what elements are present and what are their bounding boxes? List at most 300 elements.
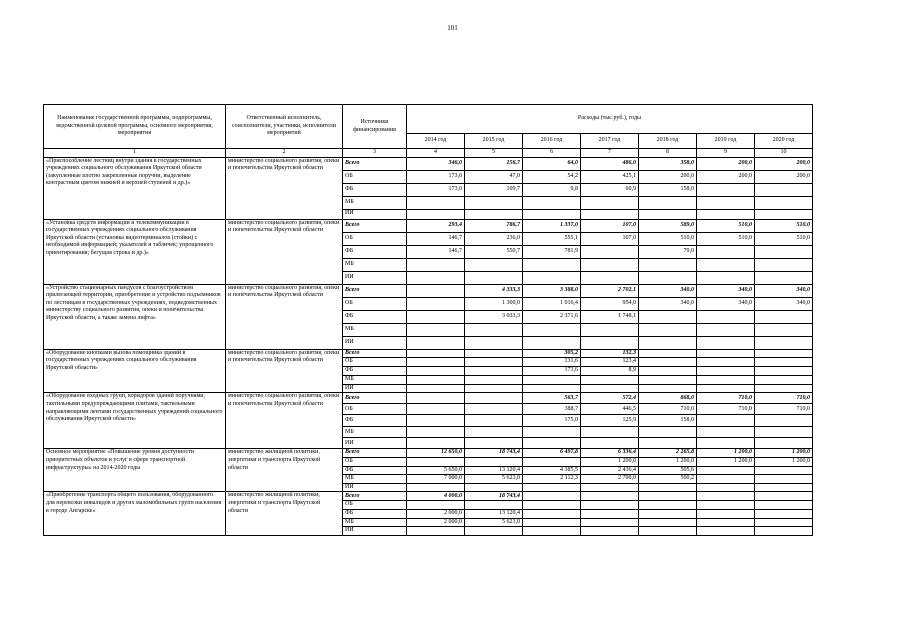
amount-cell — [639, 349, 697, 358]
amount-cell — [755, 509, 813, 518]
responsible-executor: министерство социального развития, опеки и попечительства Иркутской области — [226, 157, 343, 219]
amount-cell: 200,0 — [697, 157, 755, 170]
amount-cell — [639, 271, 697, 284]
amount-cell — [755, 183, 813, 196]
amount-cell: 340,0 — [639, 284, 697, 297]
page-number: 101 — [447, 24, 458, 32]
header-expenses: Расходы (тыс.руб.), годы — [407, 105, 813, 134]
amount-cell — [697, 518, 755, 527]
column-number: 7 — [581, 149, 639, 158]
amount-cell — [639, 492, 697, 501]
amount-cell — [465, 415, 523, 427]
amount-cell — [523, 427, 581, 438]
amount-cell — [465, 393, 523, 404]
amount-cell: 4 000,0 — [407, 492, 465, 501]
measure-name: «Приспособление лестниц внутри здания в государственных учреждениях социального обслуживания Иркутской области (закупленные плотно закрепленные поручни, выделение контрастным цветом нижней и верхней ступеней и др.)» — [44, 157, 226, 219]
table-row — [44, 349, 813, 358]
amount-cell — [581, 323, 639, 336]
amount-cell — [581, 336, 639, 349]
amount-cell: 358,0 — [639, 157, 697, 170]
amount-cell: 4 385,5 — [523, 466, 581, 475]
amount-cell: 2 702,1 — [581, 284, 639, 297]
amount-cell — [465, 196, 523, 209]
amount-cell — [639, 323, 697, 336]
amount-cell — [755, 209, 813, 219]
amount-cell: 173,6 — [523, 367, 581, 376]
amount-cell — [755, 336, 813, 349]
amount-cell — [465, 376, 523, 385]
amount-cell — [639, 336, 697, 349]
responsible-executor: министерство социального развития, опеки и попечительства Иркутской области — [226, 284, 343, 349]
amount-cell: 340,0 — [639, 297, 697, 310]
amount-cell — [581, 245, 639, 258]
amount-cell — [465, 367, 523, 376]
funding-source: ИИ — [343, 209, 407, 219]
amount-cell — [407, 367, 465, 376]
amount-cell — [697, 209, 755, 219]
amount-cell: 18 743,4 — [465, 449, 523, 458]
amount-cell — [755, 323, 813, 336]
amount-cell — [697, 527, 755, 536]
amount-cell — [697, 358, 755, 367]
amount-cell — [581, 271, 639, 284]
funding-source: ОБ — [343, 297, 407, 310]
amount-cell — [581, 384, 639, 393]
funding-source: Всего — [343, 284, 407, 297]
funding-source: МБ — [343, 323, 407, 336]
amount-cell: 18 743,4 — [465, 492, 523, 501]
amount-cell — [523, 336, 581, 349]
table-row — [44, 284, 813, 297]
amount-cell: 173,0 — [407, 183, 465, 196]
amount-cell — [407, 323, 465, 336]
amount-cell — [581, 483, 639, 492]
amount-cell: 710,0 — [755, 393, 813, 404]
table-row — [44, 492, 813, 501]
amount-cell: 486,0 — [581, 157, 639, 170]
amount-cell — [465, 358, 523, 367]
amount-cell — [755, 415, 813, 427]
amount-cell: 200,0 — [639, 170, 697, 183]
amount-cell — [697, 336, 755, 349]
amount-cell — [581, 501, 639, 510]
amount-cell — [465, 349, 523, 358]
amount-cell: 1 200,0 — [755, 449, 813, 458]
amount-cell — [639, 310, 697, 323]
year-header: 2017 год — [581, 134, 639, 149]
amount-cell — [639, 196, 697, 209]
amount-cell — [697, 310, 755, 323]
amount-cell — [465, 323, 523, 336]
amount-cell — [407, 501, 465, 510]
amount-cell: 1 200,0 — [581, 457, 639, 466]
funding-source: Всего — [343, 349, 407, 358]
year-header: 2018 год — [639, 134, 697, 149]
amount-cell: 236,0 — [465, 232, 523, 245]
amount-cell: 12 650,0 — [407, 449, 465, 458]
amount-cell — [581, 438, 639, 449]
amount-cell — [523, 384, 581, 393]
amount-cell: 340,0 — [697, 297, 755, 310]
amount-cell: 200,0 — [697, 170, 755, 183]
amount-cell: 425,1 — [581, 170, 639, 183]
amount-cell — [465, 336, 523, 349]
amount-cell — [697, 258, 755, 271]
amount-cell: 2 700,0 — [581, 475, 639, 484]
amount-cell — [639, 367, 697, 376]
measure-name: Основное мероприятие «Повышение уровня доступности приоритетных объектов и услуг в сфере транспортной инфраструктуры» на 2014-2020 годы — [44, 449, 226, 492]
column-number: 8 — [639, 149, 697, 158]
amount-cell: 550,7 — [465, 245, 523, 258]
column-number: 1 — [44, 149, 226, 158]
column-number: 2 — [226, 149, 343, 158]
amount-cell — [755, 483, 813, 492]
amount-cell — [755, 358, 813, 367]
funding-source: ИИ — [343, 336, 407, 349]
measure-name: «Приобретение транспорта общего пользования, оборудованного для перевозки инвалидов и других маломобильных групп населения в городе Ангарске» — [44, 492, 226, 535]
amount-cell: 1 748,1 — [581, 310, 639, 323]
responsible-executor: министерство жилищной политики, энергетики и транспорта Иркутской области — [226, 492, 343, 535]
amount-cell: 340,0 — [697, 284, 755, 297]
amount-cell — [407, 196, 465, 209]
amount-cell — [523, 196, 581, 209]
amount-cell: 710,0 — [697, 404, 755, 415]
amount-cell — [523, 209, 581, 219]
funding-source: ИИ — [343, 271, 407, 284]
column-number: 9 — [697, 149, 755, 158]
amount-cell: 156,7 — [465, 157, 523, 170]
amount-cell — [755, 527, 813, 536]
amount-cell — [407, 404, 465, 415]
amount-cell — [697, 245, 755, 258]
amount-cell — [755, 258, 813, 271]
header-source: Источники финансирования — [343, 105, 407, 149]
amount-cell — [581, 518, 639, 527]
amount-cell: 1 200,0 — [697, 449, 755, 458]
amount-cell — [697, 475, 755, 484]
amount-cell: 954,0 — [581, 297, 639, 310]
amount-cell: 200,0 — [755, 170, 813, 183]
amount-cell — [465, 483, 523, 492]
amount-cell — [697, 183, 755, 196]
funding-source: МБ — [343, 196, 407, 209]
amount-cell: 146,7 — [407, 245, 465, 258]
amount-cell — [465, 404, 523, 415]
amount-cell: 305,2 — [523, 349, 581, 358]
amount-cell — [697, 323, 755, 336]
amount-cell: 123,4 — [581, 358, 639, 367]
amount-cell — [639, 384, 697, 393]
amount-cell: 60,9 — [581, 183, 639, 196]
amount-cell — [581, 376, 639, 385]
amount-cell — [407, 415, 465, 427]
funding-source: МБ — [343, 518, 407, 527]
responsible-executor: министерство социального развития, опеки и попечительства Иркутской области — [226, 349, 343, 393]
funding-source: МБ — [343, 427, 407, 438]
amount-cell: 175,0 — [523, 415, 581, 427]
amount-cell — [755, 492, 813, 501]
amount-cell — [755, 466, 813, 475]
amount-cell — [581, 258, 639, 271]
amount-cell — [523, 438, 581, 449]
amount-cell — [755, 245, 813, 258]
column-number: 5 — [465, 149, 523, 158]
amount-cell — [407, 297, 465, 310]
funding-source: Всего — [343, 393, 407, 404]
amount-cell — [697, 367, 755, 376]
amount-cell — [407, 376, 465, 385]
amount-cell: 2 436,4 — [581, 466, 639, 475]
amount-cell: 710,0 — [755, 404, 813, 415]
measure-name: «Оборудование входных групп, коридоров зданий поручнями, тактильными предупреждающими плитами, тактильными направляющими лентами государственных учреждений социального обслуживания Иркутской области» — [44, 393, 226, 449]
amount-cell: 7 000,0 — [407, 475, 465, 484]
amount-cell: 1 300,0 — [465, 297, 523, 310]
amount-cell — [755, 376, 813, 385]
amount-cell — [697, 483, 755, 492]
measure-name: «Установка средств информации и телекоммуникации в государственных учреждениях социального обслуживания Иркутской области (установка видеотерминалов (стойки) с необходимой информацией; указателей и табличек; упрощенного ориентирования; бегущая строка и др.)» — [44, 219, 226, 284]
year-header: 2016 год — [523, 134, 581, 149]
amount-cell: 107,0 — [581, 232, 639, 245]
amount-cell: 200,0 — [755, 157, 813, 170]
amount-cell — [639, 258, 697, 271]
amount-cell — [407, 358, 465, 367]
amount-cell: 868,0 — [639, 393, 697, 404]
amount-cell: 2 112,3 — [523, 475, 581, 484]
header-name: Наименование государственной программы, подпрограммы, ведомственной целевой программы, основного мероприятия, мероприятия — [44, 105, 226, 149]
funding-source: ИИ — [343, 384, 407, 393]
table-row — [44, 393, 813, 404]
amount-cell — [697, 271, 755, 284]
funding-source: ФБ — [343, 466, 407, 475]
amount-cell — [523, 518, 581, 527]
amount-cell: 563,7 — [523, 393, 581, 404]
amount-cell — [697, 376, 755, 385]
amount-cell — [755, 475, 813, 484]
table-row — [44, 157, 813, 170]
amount-cell: 125,9 — [581, 415, 639, 427]
amount-cell: 1 200,0 — [755, 457, 813, 466]
year-header: 2020 год — [755, 134, 813, 149]
amount-cell: 781,9 — [523, 245, 581, 258]
funding-source: ОБ — [343, 404, 407, 415]
amount-cell — [755, 501, 813, 510]
funding-source: ОБ — [343, 358, 407, 367]
amount-cell — [465, 427, 523, 438]
funding-source: ФБ — [343, 415, 407, 427]
table-row — [44, 449, 813, 458]
amount-cell: 9,8 — [523, 183, 581, 196]
year-header: 2019 год — [697, 134, 755, 149]
amount-cell — [639, 209, 697, 219]
amount-cell: 2 265,8 — [639, 449, 697, 458]
amount-cell — [697, 415, 755, 427]
funding-source: ИИ — [343, 438, 407, 449]
amount-cell: 340,0 — [755, 297, 813, 310]
amount-cell: 1 200,0 — [639, 457, 697, 466]
amount-cell — [523, 501, 581, 510]
funding-source: ОБ — [343, 170, 407, 183]
amount-cell — [465, 438, 523, 449]
amount-cell — [581, 209, 639, 219]
funding-source: ФБ — [343, 245, 407, 258]
amount-cell: 158,0 — [639, 183, 697, 196]
amount-cell — [407, 209, 465, 219]
amount-cell — [697, 349, 755, 358]
amount-cell — [639, 438, 697, 449]
year-header: 2015 год — [465, 134, 523, 149]
amount-cell: 4 333,3 — [465, 284, 523, 297]
amount-cell: 54,2 — [523, 170, 581, 183]
amount-cell: 560,2 — [639, 475, 697, 484]
amount-cell: 510,0 — [639, 232, 697, 245]
amount-cell — [639, 518, 697, 527]
amount-cell — [755, 367, 813, 376]
amount-cell — [407, 271, 465, 284]
amount-cell: 388,7 — [523, 404, 581, 415]
amount-cell: 146,7 — [407, 232, 465, 245]
column-number: 6 — [523, 149, 581, 158]
funding-source: ФБ — [343, 509, 407, 518]
year-header: 2014 год — [407, 134, 465, 149]
amount-cell — [639, 509, 697, 518]
amount-cell: 13 120,4 — [465, 509, 523, 518]
amount-cell: 173,0 — [407, 170, 465, 183]
amount-cell — [523, 457, 581, 466]
amount-cell: 5 623,0 — [465, 518, 523, 527]
funding-source: Всего — [343, 492, 407, 501]
amount-cell — [407, 349, 465, 358]
amount-cell — [465, 527, 523, 536]
amount-cell — [407, 336, 465, 349]
amount-cell — [581, 509, 639, 518]
amount-cell: 589,0 — [639, 219, 697, 232]
amount-cell — [755, 310, 813, 323]
column-numbers-row — [44, 149, 813, 158]
amount-cell — [697, 501, 755, 510]
amount-cell: 13 120,4 — [465, 466, 523, 475]
amount-cell: 505,6 — [639, 466, 697, 475]
amount-cell: 109,7 — [465, 183, 523, 196]
amount-cell — [755, 196, 813, 209]
amount-cell — [523, 509, 581, 518]
column-number: 4 — [407, 149, 465, 158]
amount-cell — [407, 384, 465, 393]
amount-cell: 64,0 — [523, 157, 581, 170]
amount-cell — [523, 492, 581, 501]
amount-cell — [697, 384, 755, 393]
amount-cell — [639, 427, 697, 438]
amount-cell — [581, 527, 639, 536]
amount-cell: 1 200,0 — [697, 457, 755, 466]
amount-cell — [465, 457, 523, 466]
amount-cell — [755, 384, 813, 393]
column-number: 3 — [343, 149, 407, 158]
amount-cell — [407, 483, 465, 492]
amount-cell: 5 650,0 — [407, 466, 465, 475]
amount-cell: 107,0 — [581, 219, 639, 232]
amount-cell: 572,4 — [581, 393, 639, 404]
expenditure-table — [43, 104, 813, 536]
amount-cell: 710,0 — [639, 404, 697, 415]
amount-cell — [755, 349, 813, 358]
responsible-executor: министерство социального развития, опеки и попечительства Иркутской области — [226, 393, 343, 449]
amount-cell: 1 337,0 — [523, 219, 581, 232]
amount-cell — [697, 438, 755, 449]
amount-cell — [407, 457, 465, 466]
amount-cell — [465, 271, 523, 284]
amount-cell — [639, 376, 697, 385]
amount-cell: 132,3 — [581, 349, 639, 358]
amount-cell: 47,0 — [465, 170, 523, 183]
amount-cell: 293,4 — [407, 219, 465, 232]
amount-cell — [523, 483, 581, 492]
amount-cell: 3 033,3 — [465, 310, 523, 323]
amount-cell — [465, 258, 523, 271]
amount-cell — [639, 483, 697, 492]
amount-cell: 158,0 — [639, 415, 697, 427]
table-body — [44, 157, 813, 535]
amount-cell — [755, 271, 813, 284]
amount-cell — [523, 527, 581, 536]
amount-cell — [639, 527, 697, 536]
amount-cell: 3 388,0 — [523, 284, 581, 297]
amount-cell: 1 016,4 — [523, 297, 581, 310]
amount-cell — [465, 501, 523, 510]
funding-source: ФБ — [343, 183, 407, 196]
amount-cell: 510,0 — [755, 219, 813, 232]
amount-cell — [407, 438, 465, 449]
header-responsible: Ответственный исполнитель, соисполнители, участники, исполнители мероприятий — [226, 105, 343, 149]
amount-cell: 5 623,0 — [465, 475, 523, 484]
amount-cell: 510,0 — [697, 232, 755, 245]
amount-cell — [407, 284, 465, 297]
funding-source: Всего — [343, 157, 407, 170]
funding-source: ФБ — [343, 367, 407, 376]
amount-cell: 2 000,0 — [407, 509, 465, 518]
amount-cell — [697, 466, 755, 475]
amount-cell: 6 336,4 — [581, 449, 639, 458]
table-row — [44, 219, 813, 232]
amount-cell — [523, 376, 581, 385]
amount-cell — [581, 427, 639, 438]
funding-source: ОБ — [343, 232, 407, 245]
amount-cell: 6 497,8 — [523, 449, 581, 458]
amount-cell: 2 000,0 — [407, 518, 465, 527]
amount-cell — [755, 427, 813, 438]
column-number: 10 — [755, 149, 813, 158]
amount-cell — [465, 209, 523, 219]
amount-cell — [581, 196, 639, 209]
funding-source: ИИ — [343, 483, 407, 492]
measure-name: «Оборудование кнопками вызова помощника зданий в государственных учреждениях социального обслуживания Иркутской области» — [44, 349, 226, 393]
amount-cell: 79,0 — [639, 245, 697, 258]
funding-source: ОБ — [343, 457, 407, 466]
amount-cell — [523, 271, 581, 284]
funding-source: Всего — [343, 219, 407, 232]
amount-cell — [407, 310, 465, 323]
header-row — [44, 105, 813, 134]
amount-cell — [523, 323, 581, 336]
amount-cell — [755, 438, 813, 449]
amount-cell: 786,7 — [465, 219, 523, 232]
amount-cell: 346,0 — [407, 157, 465, 170]
amount-cell: 8,9 — [581, 367, 639, 376]
funding-source: Всего — [343, 449, 407, 458]
amount-cell — [639, 501, 697, 510]
amount-cell: 510,0 — [697, 219, 755, 232]
responsible-executor: министерство жилищной политики, энергетики и транспорта Иркутской области — [226, 449, 343, 492]
amount-cell — [639, 358, 697, 367]
